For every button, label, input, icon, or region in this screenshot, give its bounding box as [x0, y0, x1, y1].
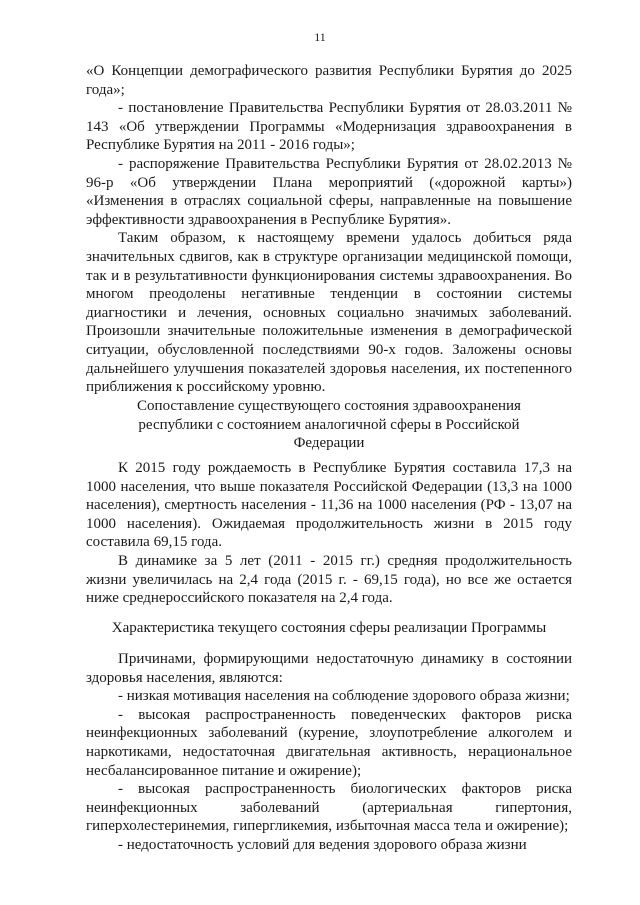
- section-heading-comparison-wrap: [86, 397, 572, 453]
- list-item: - распоряжение Правительства Республики Бурятия от 28.02.2013 № 96-р «Об утверждении Плана мероприятий («дорожной карты») «Изменения в отраслях социальной сферы, направленные на повышение эффективности здравоохранения в Республике Бурятия».: [86, 155, 572, 228]
- list-item: - недостаточность условий для ведения здорового образа жизни: [118, 836, 527, 853]
- paragraph: Таким образом, к настоящему времени удалось добиться ряда значительных сдвигов, как в структуре организации медицинской помощи, так и в результативности функционирования системы здравоохранения. Во многом преодолены негативные тенденции в состоянии системы диагностики и лечения, основных социально значимых заболеваний. Произошли значительные положительные изменения в демографической ситуации, обусловленной последствиями 90-х годов. Заложены основы дальнейшего улучшения показателей здоровья населения, их постепенного приближения к российскому уровню.: [86, 230, 572, 396]
- page-number: 11: [314, 30, 326, 44]
- text-block-2: [86, 459, 572, 608]
- list-item: - высокая распространенность поведенческих факторов риска неинфекционных заболеваний (курение, злоупотребление алкоголем и наркотиками, недостаточная двигательная активность, нерациональное несбалансированное питание и ожирение);: [86, 706, 572, 779]
- text-block-3: [86, 650, 572, 855]
- text-block-1: [86, 62, 572, 397]
- paragraph: «О Концепции демографического развития Республики Бурятия до 2025 года»;: [86, 63, 572, 98]
- section-heading-characteristic-wrap: [86, 619, 572, 638]
- list-item: - низкая мотивация населения на соблюдение здорового образа жизни;: [118, 688, 570, 705]
- list-item: - постановление Правительства Республики Бурятия от 28.03.2011 № 143 «Об утверждении Программы «Модернизация здравоохранения в Республике Бурятия на 2011 - 2016 годы»;: [86, 100, 572, 154]
- section-heading-characteristic: Характеристика текущего состояния сферы реализации Программы: [111, 620, 547, 636]
- paragraph: В динамике за 5 лет (2011 - 2015 гг.) средняя продолжительность жизни увеличилась на 2,4 года (2015 г. - 69,15 года), но все же остается ниже среднероссийского показателя на 2,4 года.: [86, 552, 572, 607]
- paragraph: Причинами, формирующими недостаточную динамику в состоянии здоровья населения, являются:: [86, 651, 572, 686]
- section-heading-comparison: Сопоставление существующего состояния здравоохранения республики с состоянием аналогичной сферы в Российской Федерации: [137, 398, 521, 452]
- paragraph: К 2015 году рождаемость в Республике Бурятия составила 17,3 на 1000 населения, что выше показателя Российской Федерации (13,3 на 1000 населения), смертность населения - 11,36 на 1000 населения (РФ - 13,07 на 1000 населения). Ожидаемая продолжительность жизни в 2015 году составила 69,15 года.: [86, 460, 572, 551]
- list-item: - высокая распространенность биологических факторов риска неинфекционных заболеваний (артериальная гипертония, гиперхолестеринемия, гипергликемия, избыточная масса тела и ожирение);: [86, 781, 572, 835]
